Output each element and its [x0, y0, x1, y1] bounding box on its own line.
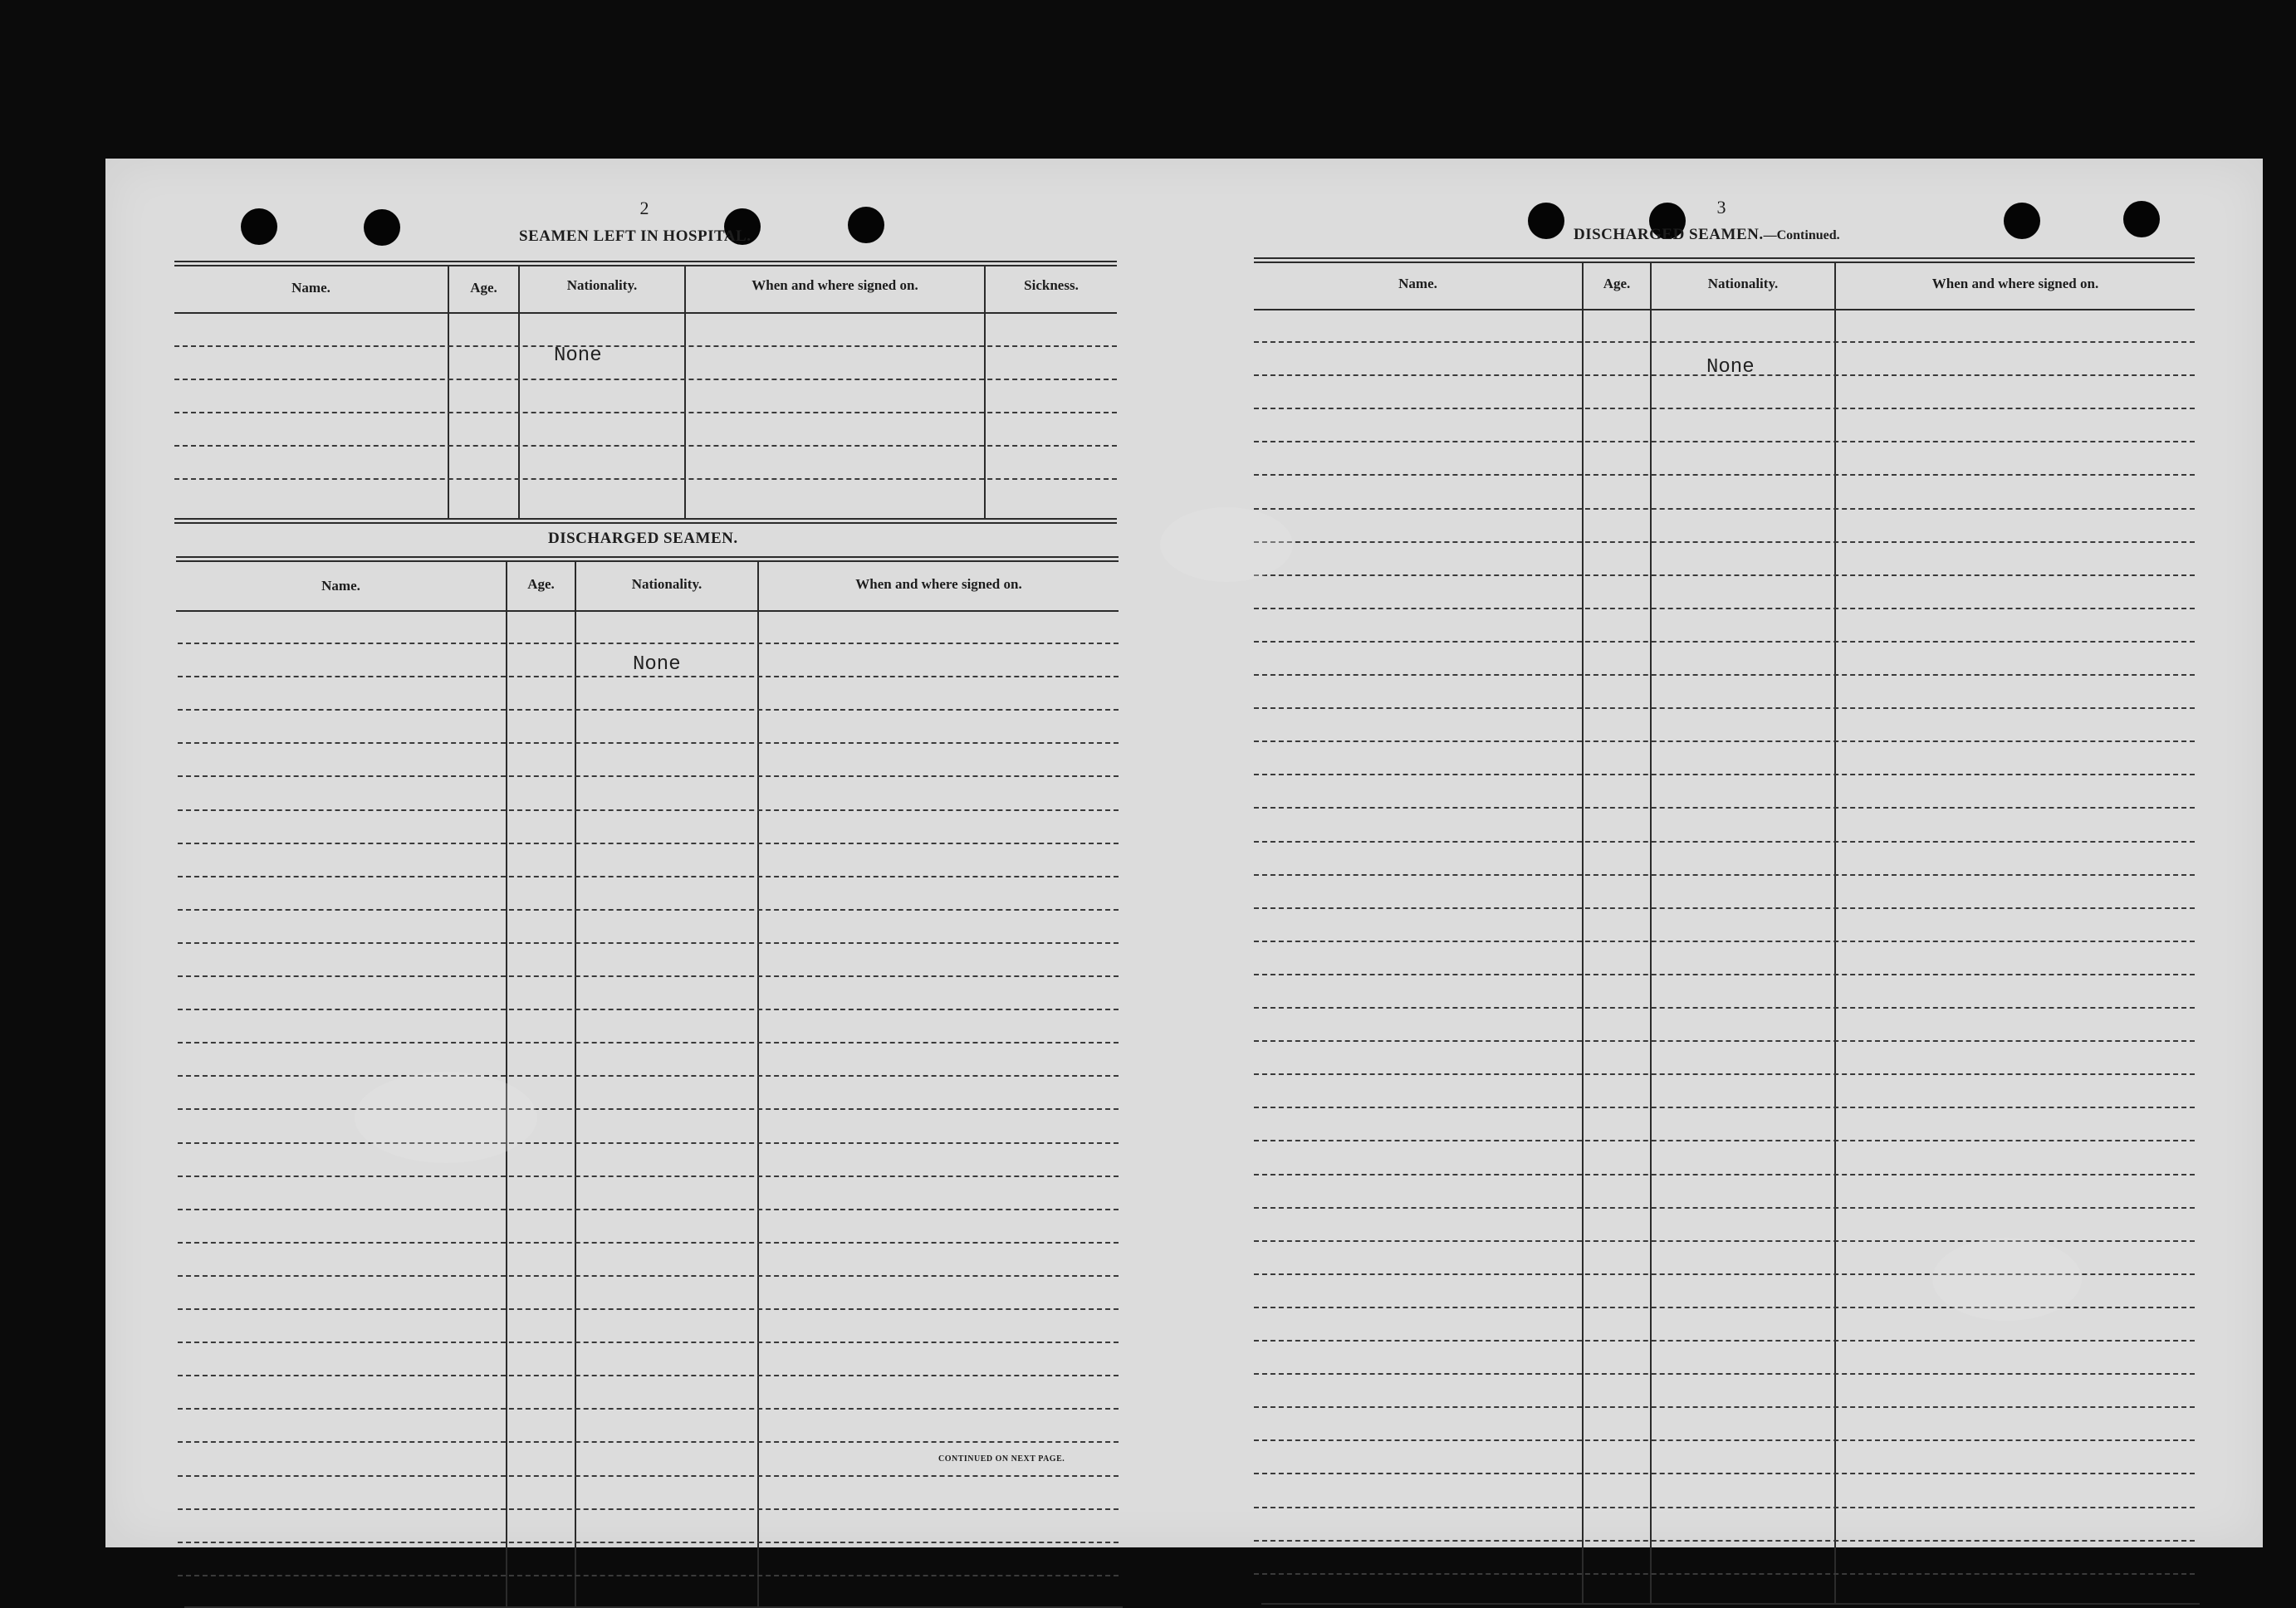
ruled-line: [178, 709, 1119, 711]
ruled-line: [178, 1142, 1119, 1144]
hospital-nationality-entry: None: [554, 345, 602, 367]
ruled-line: [174, 345, 1117, 347]
punch-hole: [364, 209, 400, 246]
ruled-line: [1254, 807, 2195, 809]
page-number: 2: [639, 198, 649, 218]
ruled-line: [178, 1009, 1119, 1010]
page-number: 3: [1716, 197, 1726, 217]
discharged-nationality-entry: None: [633, 653, 681, 676]
ruled-line: [1254, 941, 2195, 942]
punch-hole: [848, 207, 884, 243]
ruled-line: [174, 379, 1117, 380]
ruled-line: [1254, 740, 2195, 742]
ruled-line: [178, 643, 1119, 644]
ruled-line: [178, 1042, 1119, 1043]
ruled-line: [1254, 1207, 2195, 1209]
column-header-name: Name.: [321, 578, 360, 594]
ruled-line: [1254, 1174, 2195, 1175]
ruled-line: [1254, 1240, 2195, 1242]
ruled-line: [1254, 574, 2195, 576]
ruled-line: [1254, 1007, 2195, 1009]
ruled-line: [174, 478, 1117, 480]
ruled-line: [1254, 907, 2195, 909]
ruled-line: [178, 1575, 1119, 1576]
ruled-line: [178, 909, 1119, 911]
ruled-line: [1254, 1439, 2195, 1441]
ruled-line: [178, 1375, 1119, 1376]
ruled-line: [1254, 674, 2195, 676]
ruled-line: [1254, 508, 2195, 510]
column-header-signed-on: When and where signed on.: [1931, 276, 2099, 291]
ruled-line: [1254, 408, 2195, 409]
ruled-line: [178, 975, 1119, 977]
column-header-age: Age.: [1603, 276, 1631, 291]
ruled-line: [1254, 1540, 2195, 1542]
ruled-line: [174, 445, 1117, 447]
column-header-name: Name.: [291, 280, 330, 296]
ruled-line: [1254, 441, 2195, 442]
ruled-line: [1254, 1340, 2195, 1342]
ruled-line: [1254, 341, 2195, 343]
ruled-line: [1254, 541, 2195, 543]
ruled-line: [1254, 1573, 2195, 1575]
ruled-line: [178, 1342, 1119, 1343]
ruled-line: [178, 809, 1119, 811]
ruled-line: [1254, 1140, 2195, 1141]
ruled-line: [1254, 641, 2195, 643]
ruled-line: [178, 775, 1119, 777]
ruled-line: [1254, 1107, 2195, 1108]
ruled-line: [178, 1175, 1119, 1177]
ruled-line: [178, 1275, 1119, 1277]
ruled-line: [1254, 974, 2195, 975]
ruled-line: [178, 676, 1119, 677]
ruled-line: [1254, 1507, 2195, 1508]
column-header-age: Age.: [527, 576, 555, 592]
ruled-line: [1254, 707, 2195, 709]
ruled-line: [1254, 1406, 2195, 1408]
ruled-line: [1254, 474, 2195, 476]
ruled-line: [1254, 1473, 2195, 1474]
ruled-line: [178, 1475, 1119, 1477]
section-title-text: DISCHARGED SEAMEN.: [1574, 226, 1764, 243]
ruled-line: [178, 1108, 1119, 1110]
column-header-sickness: Sickness.: [1024, 277, 1079, 293]
column-header-nationality: Nationality.: [566, 277, 638, 293]
column-header-signed-on: When and where signed on.: [751, 277, 918, 293]
punch-hole: [2123, 201, 2160, 237]
column-header-nationality: Nationality.: [1707, 276, 1779, 291]
ruled-line: [1254, 1373, 2195, 1375]
column-header-age: Age.: [470, 280, 497, 296]
ruled-line: [1254, 841, 2195, 843]
ruled-line: [178, 942, 1119, 944]
ruled-line: [178, 742, 1119, 744]
section-title-discharged: DISCHARGED SEAMEN.: [548, 530, 738, 547]
punch-hole: [241, 208, 277, 245]
ruled-line: [178, 1209, 1119, 1210]
section-title-suffix: —Continued.: [1763, 228, 1840, 242]
ruled-line: [174, 412, 1117, 413]
ruled-line: [1254, 1073, 2195, 1075]
ruled-line: [1254, 608, 2195, 609]
punch-hole: [2004, 203, 2040, 239]
column-header-name: Name.: [1398, 276, 1437, 291]
section-title-hospital: SEAMEN LEFT IN HOSPITAL.: [519, 227, 751, 245]
ruled-line: [178, 1075, 1119, 1077]
ruled-line: [178, 1408, 1119, 1410]
section-title-discharged-continued: [1574, 226, 1840, 244]
ruled-line: [178, 1242, 1119, 1244]
punch-hole: [1528, 203, 1564, 239]
column-header-signed-on: When and where signed on.: [855, 576, 1022, 592]
column-header-nationality: Nationality.: [631, 576, 703, 592]
ruled-line: [178, 1508, 1119, 1510]
right-nationality-entry: None: [1706, 356, 1755, 379]
ruled-line: [178, 876, 1119, 877]
ruled-line: [178, 1542, 1119, 1543]
continued-footer: CONTINUED ON NEXT PAGE.: [938, 1454, 1065, 1464]
manifest-sheet: [105, 159, 2263, 1547]
ruled-line: [1254, 774, 2195, 775]
ruled-line: [1254, 874, 2195, 876]
ruled-line: [1254, 1040, 2195, 1042]
ruled-line: [178, 1441, 1119, 1443]
ruled-line: [178, 843, 1119, 844]
ruled-line: [178, 1308, 1119, 1310]
